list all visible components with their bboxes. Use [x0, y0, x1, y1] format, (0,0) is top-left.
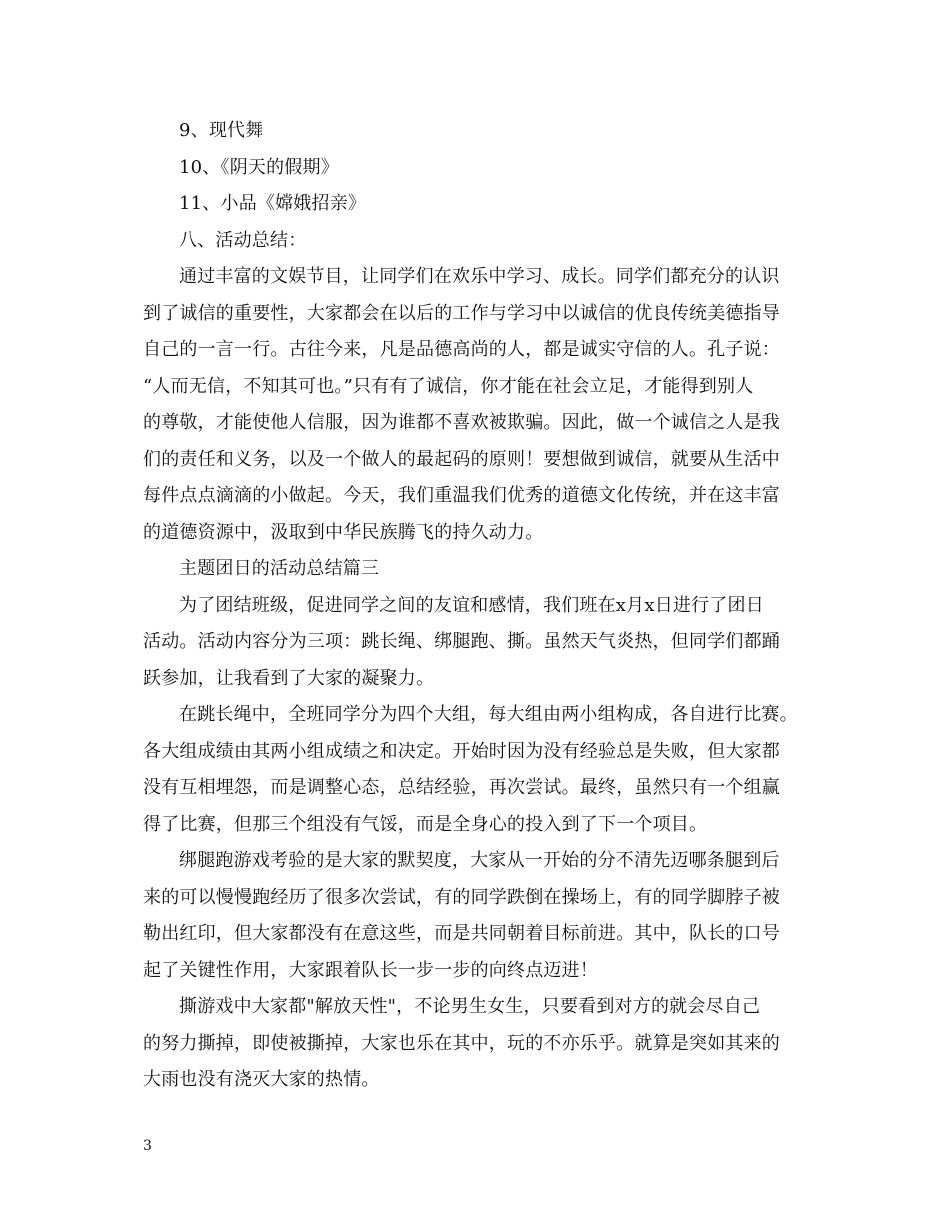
paragraph-line: 活动。活动内容分为三项：跳长绳、绑腿跑、撕。虽然天气炎热，但同学们都踊	[143, 631, 780, 652]
list-item-9: 9、现代舞	[179, 120, 264, 141]
paragraph-line: 跃参加，让我看到了大家的凝聚力。	[143, 667, 435, 689]
paragraph-line: 的努力撕掉，即使被撕掉，大家也乐在其中，玩的不亦乐乎。就算是突如其来的	[143, 1032, 780, 1054]
paragraph-line: 来的可以慢慢跑经历了很多次尝试，有的同学跌倒在操场上，有的同学脚脖子被	[143, 886, 780, 908]
paragraph-line: 自己的一言一行。古往今来，凡是品德高尚的人，都是诚实守信的人。孔子说：	[143, 339, 780, 360]
paragraph-line: 每件点点滴滴的小做起。今天，我们重温我们优秀的道德文化传统，并在这丰富	[143, 485, 780, 506]
list-item-10: 10、《阴天的假期》	[179, 156, 339, 178]
paragraph-line: 大雨也没有浇灭大家的热情。	[143, 1069, 380, 1090]
paragraph-line: 勒出红印，但大家都没有在意这些，而是共同朝着目标前进。其中，队长的口号	[143, 923, 780, 944]
paragraph-line: 撕游戏中大家都"解放天性"，不论男生女生，只要看到对方的就会尽自己	[179, 996, 761, 1017]
list-item-11: 11、小品《嫦娥招亲》	[179, 193, 367, 214]
paragraph-line: 各大组成绩由其两小组成绩之和决定。开始时因为没有经验总是失败，但大家都	[143, 740, 780, 762]
paragraph-line: 绑腿跑游戏考验的是大家的默契度，大家从一开始的分不清先迈哪条腿到后	[179, 850, 780, 871]
paragraph-line: 没有互相埋怨，而是调整心态，总结经验，再次尝试。最终，虽然只有一个组赢	[143, 777, 780, 798]
paragraph-line: 们的责任和义务，以及一个做人的最起码的原则！要想做到诚信，就要从生活中	[143, 448, 780, 470]
paragraph-line: 为了团结班级，促进同学之间的友谊和感情，我们班在x月x日进行了团日	[179, 594, 764, 616]
paragraph-line: 起了关键性作用，大家跟着队长一步一步的向终点迈进！	[143, 959, 598, 981]
section-heading-part-three: 主题团日的活动总结篇三	[179, 558, 380, 579]
paragraph-line: 的尊敬，才能使他人信服，因为谁都不喜欢被欺骗。因此，做一个诚信之人是我	[143, 412, 780, 433]
paragraph-line: 得了比赛，但那三个组没有气馁，而是全身心的投入到了下一个项目。	[143, 813, 708, 835]
paragraph-line: 到了诚信的重要性，大家都会在以后的工作与学习中以诚信的优良传统美德指导	[143, 302, 780, 324]
section-heading-summary: 八、活动总结：	[179, 229, 307, 251]
page-number: 3	[143, 1138, 152, 1154]
paragraph-line: 通过丰富的文娱节目，让同学们在欢乐中学习、成长。同学们都充分的认识	[179, 266, 780, 287]
paragraph-line: 的道德资源中，汲取到中华民族腾飞的持久动力。	[143, 521, 544, 543]
document-body	[143, 113, 807, 1099]
paragraph-line: 在跳长绳中，全班同学分为四个大组，每大组由两小组构成，各自进行比赛。	[179, 704, 798, 725]
paragraph-line: “人而无信，不知其可也。”只有有了诚信，你才能在社会立足，才能得到别人	[143, 375, 754, 397]
